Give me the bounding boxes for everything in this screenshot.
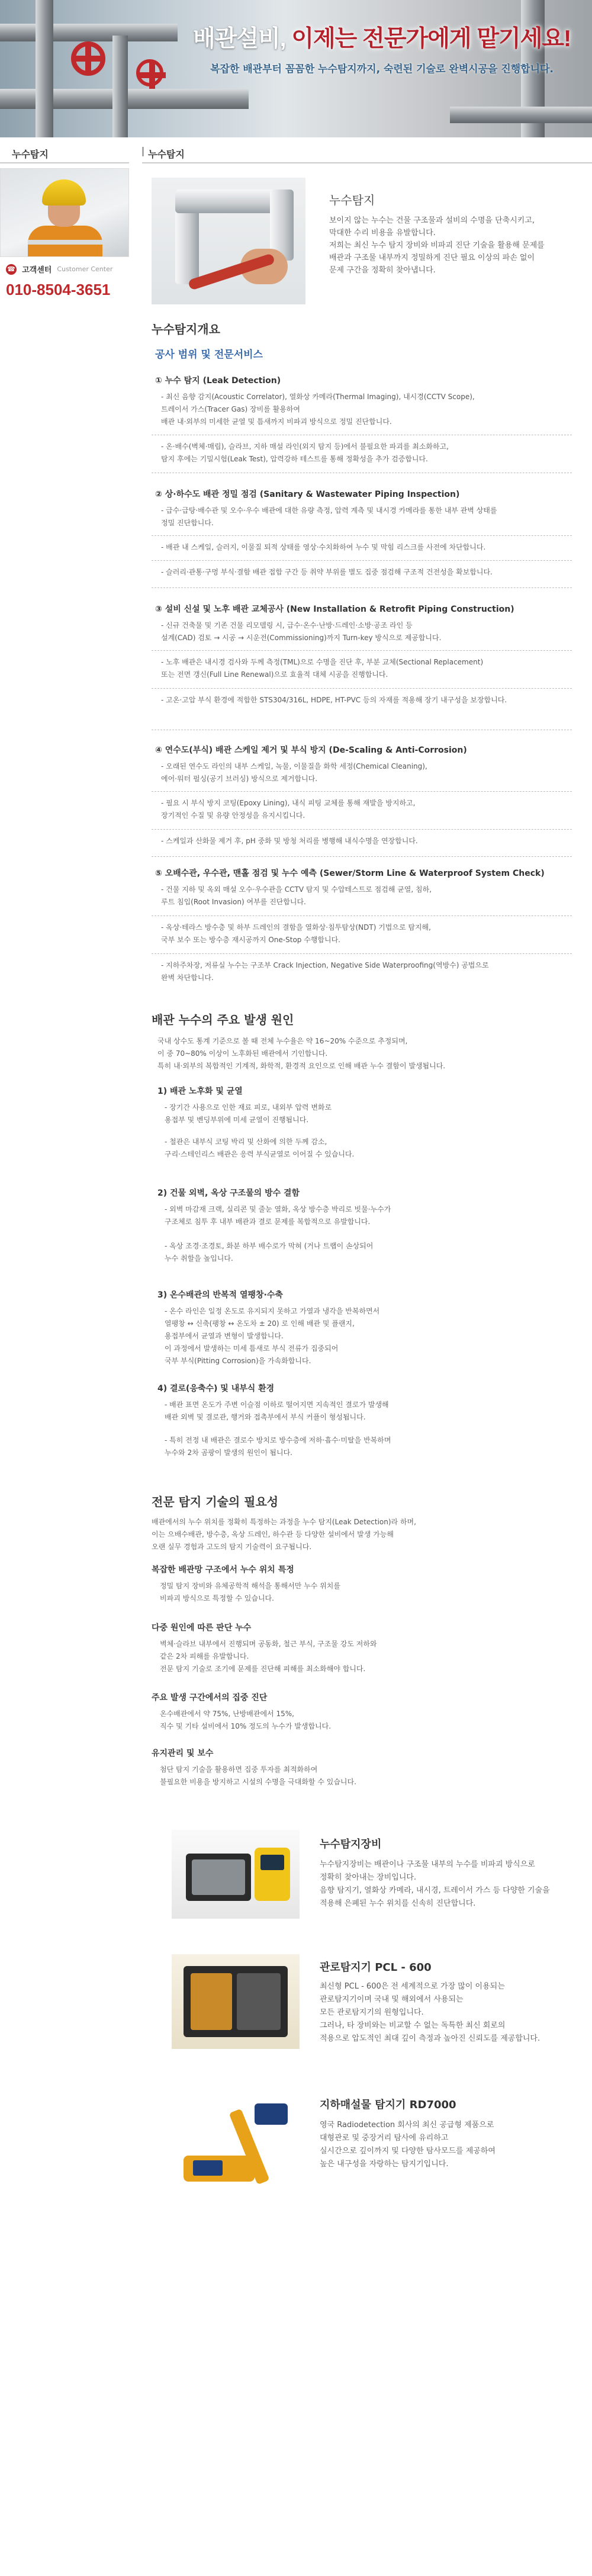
necessity-item-paragraph [160,1764,568,1788]
valve-wheel-icon [136,59,163,86]
para-line: 그러나, 타 장비와는 비교할 수 없는 독특한 최신 회로의 [320,2021,506,2030]
product-description [320,1980,574,2045]
cause-item-title: 3) 온수배관의 반복적 열팽창·수축 [157,1290,283,1300]
service-item-paragraph [161,619,575,644]
hero-title-lead: 배관설비, [192,26,292,52]
para-line: 최신형 PCL - 600은 전 세계적으로 가장 많이 이용되는 [320,1982,505,1991]
para-line: 첨단 탐지 기술을 활용하면 집중 투자를 최적화하여 [160,1765,318,1774]
para-line: 트레이서 가스(Tracer Gas) 장비를 활용하여 [161,405,300,413]
page-title: 누수탐지 [148,149,185,160]
para-line: 구조체로 침투 후 내부 배관과 결로 문제를 복합적으로 유발합니다. [165,1218,371,1226]
para-line: 국부 부식(Pitting Corrosion)을 가속화합니다. [165,1357,311,1365]
rd7000-locator-photo [172,2090,300,2191]
cause-item-title: 2) 건물 외벽, 옥상 구조물의 방수 결함 [157,1189,300,1198]
hero-pipe [0,24,178,41]
divider [152,688,572,689]
divider [152,953,572,954]
product-description [320,1858,574,1910]
para-line: - 장기간 사용으로 인한 재료 피로, 내외부 압력 변화로 [165,1103,332,1112]
para-line: - 급수·급탕·배수관 및 오수·우수 배관에 대한 유량 측정, 압력 계측 및 내시경 카메라를 통한 내부 관벽 상태를 [161,506,497,515]
service-item-paragraph [161,797,575,822]
para-line: 온수배관에서 약 75%, 난방배관에서 15%, [160,1710,294,1718]
service-item-paragraph [161,505,575,529]
para-line: - 필요 시 부식 방지 코팅(Epoxy Lining), 내식 피팅 교체를 통해 재발을 방지하고, [161,799,416,807]
divider [152,829,572,830]
para-line: - 오래된 연수도 라인의 내부 스케일, 녹물, 이물질을 화학 세정(Chemical Cleaning), [161,762,427,770]
para-line: 탐지 후에는 기밀시험(Leak Test), 압력강하 테스트를 통해 정확성을 추가 검증합니다. [161,455,428,463]
para-line: 특히 내·외부의 복합적인 기계적, 화학적, 환경적 요인으로 인해 배관 누수 결함이 발생됩니다. [157,1062,446,1070]
para-line: 이는 으배수배관, 방수층, 옥상 드레인, 하수관 등 다양한 설비에서 발생 가능해 [152,1530,394,1538]
para-line: 벽체·슬라브 내부에서 진행되며 공동화, 철근 부식, 구조물 강도 저하와 [160,1640,377,1648]
necessity-item-paragraph [160,1638,568,1675]
para-line: - 신규 건축물 및 기존 건물 리모델링 시, 급수·온수·난방·드레인·소방·공조 라인 등 [161,621,413,629]
cause-item-title: 1) 배관 노후화 및 균열 [157,1087,243,1096]
para-line: 대형관로 및 중장거리 탐사에 유리하고 [320,2134,449,2143]
divider [152,856,572,857]
para-line: 장기적인 수질 및 유량 안정성을 유지시킵니다. [161,811,305,820]
para-line: 용접부에서 균열과 변형이 발생합니다. [165,1332,284,1340]
necessity-item-title: 다중 원인에 따른 판단 누수 [152,1623,252,1633]
para-line: 비파괴 방식으로 특정할 수 있습니다. [160,1594,274,1602]
hero-text [178,20,586,75]
page-header [142,140,592,163]
sidebar-worker-photo [0,168,129,257]
valve-wheel-icon [71,41,105,76]
worker-stripe [28,240,102,245]
para-line: 누수탐지장비는 배관이나 구조물 내부의 누수를 비파괴 방식으로 [320,1860,535,1869]
product-name: 관로탐지기 PCL - 600 [320,1961,432,1974]
hero-title [178,20,586,53]
necessity-intro [152,1516,572,1553]
detector-screen [260,1855,284,1870]
para-line: - 슬러리·관통·구멍 부식·결함 배관 접합 구간 등 취약 부위를 별도 집중 점검해 구조적 건전성을 확보합니다. [161,568,493,576]
hero-pipe [450,107,592,123]
para-line: 용접부 및 벤딩부위에 미세 균열이 진행됩니다. [165,1116,309,1124]
para-line: - 고온·고압 부식 환경에 적합한 STS304/316L, HDPE, HT-PVC 등의 자재를 적용해 장기 내구성을 보장합니다. [161,696,507,704]
necessity-item-title: 유지관리 및 보수 [152,1749,214,1758]
leak-detector-kit-photo [172,1830,300,1919]
para-line: 적용해 은폐된 누수 위치를 신속히 진단합니다. [320,1899,476,1908]
customer-center-en-label: Customer Center [57,265,113,273]
para-line: 높은 내구성을 자랑하는 탐지기입니다. [320,2160,449,2169]
para-line: - 온수 라인은 일정 온도로 유지되지 못하고 가열과 냉각을 반복하면서 [165,1307,380,1315]
para-line: 배관에서의 누수 위치를 정확히 특정하는 과정을 누수 탐지(Leak Detection)라 하며, [152,1518,416,1526]
para-line: 또는 전면 갱신(Full Line Renewal)으로 효율적 대체 시공을 진행합니다. [161,670,388,679]
intro-line: 저희는 최신 누수 탐지 장비와 비파괴 진단 기술을 활용해 문제를 [329,241,545,250]
product-description [320,2119,574,2171]
divider [152,791,572,792]
cause-item-paragraph [165,1203,573,1228]
para-line: 직수 및 기타 설비에서 10% 정도의 누수가 발생합니다. [160,1722,332,1730]
service-item-title: ③ 설비 신설 및 노후 배관 교체공사 (New Installation & Retrofit Piping Construction) [155,605,514,614]
para-line: - 배관 내 스케일, 슬러지, 이물질 퇴적 상태를 영상·수치화하여 누수 및 막힘 리스크를 사전에 차단합니다. [161,543,486,551]
service-item-paragraph [161,760,575,785]
sidebar-tab-leak-detection[interactable] [0,140,129,163]
cause-item-paragraph [165,1240,573,1265]
transmitter-unit [191,1973,232,2030]
hero-pipe [112,36,128,137]
para-line: - 옥상 조경·조경토, 화분 하부 배수로가 막혀 (거나 트랩이 손상되어 [165,1242,374,1250]
service-item-paragraph [161,391,575,428]
service-item-title: ④ 연수도(부식) 배관 스케일 제거 및 부식 방지 (De-Scaling & Anti-Corrosion) [155,746,467,755]
necessity-item-paragraph [160,1580,568,1605]
customer-center-label: 고객센터 [22,266,52,275]
intro-line: 보이지 않는 누수는 건물 구조물과 설비의 수명을 단축시키고, [329,216,535,225]
service-item-title: ① 누수 탐지 (Leak Detection) [155,376,281,386]
para-line: 배관 외벽 및 결로관, 행거와 접촉부에서 부식 커플이 형성됩니다. [165,1413,366,1421]
service-item-paragraph [161,921,575,946]
para-line: 관로탐지기이며 국내 및 해외에서 사용되는 [320,1995,464,2004]
transmitter-panel [193,2160,223,2176]
cause-item-paragraph [165,1399,573,1424]
intro-description [329,214,578,277]
necessity-item-paragraph [160,1708,568,1733]
overview-title: 누수탐지개요 [152,322,220,336]
divider [152,587,572,588]
service-item-paragraph [161,959,575,984]
para-line: 음향 탐지기, 열화상 카메라, 내시경, 트레이서 가스 등 다양한 기술을 [320,1886,550,1895]
para-line: 정밀 진단합니다. [161,519,214,527]
para-line: 전문 탐지 기술로 조기에 문제를 진단해 피해를 최소화해야 합니다. [160,1665,366,1673]
para-line: - 온·배수(벽체·매립), 슬라브, 지하 매설 라인(외지 탐지 등)에서 불필요한 파괴를 최소화하고, [161,442,449,451]
causes-title: 배관 누수의 주요 발생 원인 [152,1013,294,1027]
para-line: - 노후 배관은 내시경 검사와 두께 측정(TML)으로 수명을 진단 후, 부분 교체(Sectional Replacement) [161,658,484,666]
service-item-paragraph [161,541,575,554]
hero-subtitle: 복잡한 배관부터 꼼꼼한 누수탐지까지, 숙련된 기술로 완벽시공을 진행합니다. [210,63,554,75]
receiver-unit [237,1973,281,2030]
para-line: 정밀 탐지 장비와 유체공학적 해석을 통해서만 누수 위치를 [160,1582,340,1590]
worker-face [48,202,80,227]
para-line: 국내 상수도 통계 기준으로 볼 때 전체 누수율은 약 16~20% 수준으로 추정되며, [157,1037,408,1045]
para-line: 이 과정에서 발생하는 미세 틈새로 부식 전류가 집중되어 [165,1344,339,1353]
cause-item-paragraph [165,1434,573,1459]
para-line: - 최신 음향 감지(Acoustic Correlator), 열화상 카메라(Thermal Imaging), 내시경(CCTV Scope), [161,393,475,401]
service-item-title: ② 상·하수도 배관 정밀 점검 (Sanitary & Wastewater Piping Inspection) [155,490,460,499]
hero-title-accent: 이제는 전문가에게 맡기세요! [291,26,571,52]
product-name: 누수탐지장비 [320,1838,382,1851]
para-line: - 배관 표면 온도가 주변 이슬점 이하로 떨어지면 지속적인 결로가 발생해 [165,1401,389,1409]
causes-intro [157,1035,572,1072]
cause-item-title: 4) 결로(응축수) 및 내부식 환경 [157,1384,275,1393]
divider [152,560,572,561]
cause-item-paragraph [165,1136,573,1161]
para-line: 모든 관로탐지기의 원형입니다. [320,2008,424,2017]
para-line: - 스케일과 산화물 제거 후, pH 중화 및 방청 처리를 병행해 내식수명을 연장합니다. [161,837,418,845]
para-line: - 특히 전정 내 배관은 결로수 방치로 방수층에 저하·흡수·미탈을 반복하며 [165,1436,391,1444]
cause-item-paragraph [165,1305,573,1367]
intro-line: 배관과 구조물 내부까지 정밀하게 진단 필요 이상의 파손 없이 [329,253,535,262]
service-item-paragraph [161,441,575,465]
cause-item-paragraph [165,1101,573,1126]
hard-hat-icon [42,179,86,205]
para-line: - 건물 지하 및 옥외 매설 오수·우수관을 CCTV 탐지 및 수압테스트로 점검해 균열, 침하, [161,885,432,894]
para-line: 에어·워터 펄싱(공기 브러싱) 방식으로 제거합니다. [161,775,318,783]
intro-title: 누수탐지 [329,193,375,207]
para-line: 오랜 실무 경험과 고도의 탐지 기술력이 요구됩니다. [152,1543,312,1551]
para-line: 실시간으로 깊이까지 및 다양한 탐사모드를 제공하여 [320,2147,496,2156]
para-line: 같은 2차 피해를 유발합니다. [160,1652,249,1660]
para-line: 국부 보수 또는 방수층 재시공까지 One-Stop 수행합니다. [161,936,340,944]
para-line: 루트 침입(Root Invasion) 여부를 진단합니다. [161,898,306,906]
service-item-paragraph [161,656,575,681]
necessity-title: 전문 탐지 기술의 필요성 [152,1495,279,1509]
product-name: 지하매설물 탐지기 RD7000 [320,2099,456,2111]
hero-banner [0,0,592,137]
service-item-paragraph [161,835,575,847]
para-line: 열팽창 ↔ 신축(팽창 ↔ 온도차 ± 20) 로 인해 배관 및 플랜지, [165,1319,355,1328]
header-accent-bar [142,147,144,156]
divider [152,650,572,651]
intro-line: 문제 구간을 정확히 찾아냅니다. [329,266,436,275]
necessity-item-title: 주요 발생 구간에서의 집중 진단 [152,1693,268,1703]
customer-center-icon: ☎ [6,264,17,275]
service-item-paragraph [161,566,575,579]
para-line: 구리·스테인리스 배관은 응력 부식균열로 이어질 수 있습니다. [165,1150,355,1158]
para-line: 누수와 2차 곰팡이 발생의 원인이 됩니다. [165,1448,292,1457]
customer-phone-link[interactable]: 010-8504-3651 [6,281,111,298]
para-line: 누수 취할을 높입니다. [165,1254,233,1263]
para-line: 배관 내·외부의 미세한 균열 및 틈새까지 비파괴 방식으로 정밀 진단합니다. [161,417,392,426]
receiver-head [255,2103,288,2125]
intro-line: 막대한 수리 비용을 유발합니다. [329,229,436,237]
para-line: - 옥상·테라스 방수층 및 하부 드레인의 결함을 열화상·침투탐상(NDT) 기법으로 탐지해, [161,923,431,932]
para-line: 설계(CAD) 검토 → 시공 → 시운전(Commissioning)까지 Turn-key 방식으로 제공합니다. [161,634,442,642]
intro-plumbing-photo [152,178,305,304]
sidebar-tab-label: 누수탐지 [12,149,49,160]
pcl600-locator-photo [172,1954,300,2049]
para-line: - 외벽 마감재 크랙, 실리콘 및 줄눈 열화, 옥상 방수층 박리로 빗물·누수가 [165,1205,391,1213]
service-item-paragraph [161,884,575,908]
necessity-item-title: 복잡한 배관망 구조에서 누수 위치 특정 [152,1565,294,1575]
divider [152,535,572,536]
para-line: - 철관은 내부식 코팅 박리 및 산화에 의한 두께 감소, [165,1138,327,1146]
service-item-paragraph [161,694,575,706]
para-line: 완벽 차단합니다. [161,974,214,982]
para-line: 이 중 70~80% 이상이 노후화된 배관에서 기인합니다. [157,1049,328,1058]
para-line: - 지하주차장, 저류실 누수는 구조부 Crack Injection, Negative Side Waterproofing(역방수) 공법으로 [161,961,489,969]
para-line: 정확히 찾아내는 장비입니다. [320,1873,417,1882]
scope-title: 공사 범위 및 전문서비스 [155,349,263,361]
equipment-tray [192,1859,245,1895]
para-line: 적용으로 압도적인 최대 깊이 측정과 높아진 신뢰도를 제공합니다. [320,2034,540,2043]
para-line: 영국 Radiodetection 회사의 최신 공급형 제품으로 [320,2121,494,2129]
customer-center-logo [6,263,129,277]
hero-pipe [36,0,53,137]
service-item-title: ⑤ 오배수관, 우수관, 맨홀 점검 및 누수 예측 (Sewer/Storm Line & Waterproof System Check) [155,869,545,878]
para-line: 불필요한 비용을 방지하고 시설의 수명을 극대화할 수 있습니다. [160,1778,356,1786]
